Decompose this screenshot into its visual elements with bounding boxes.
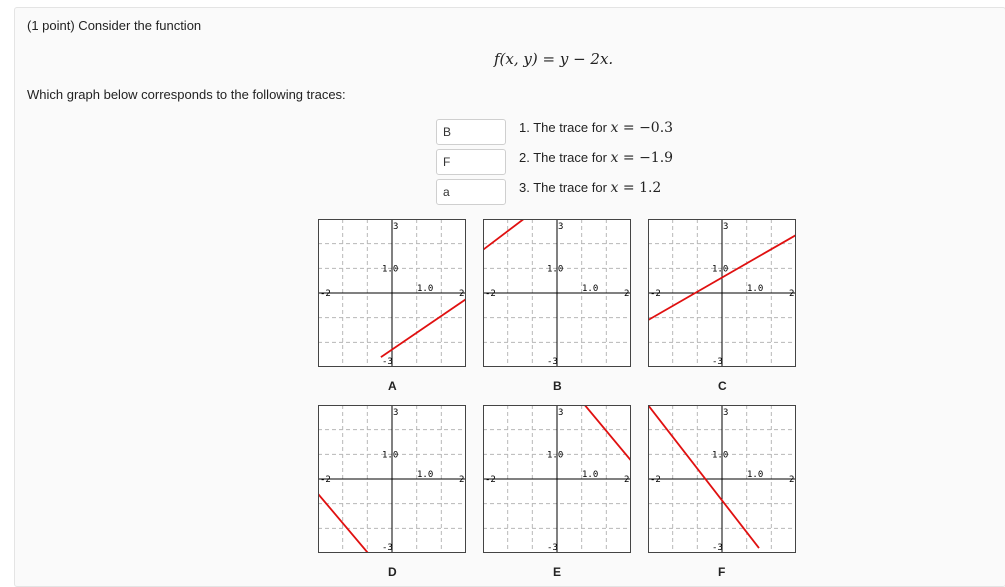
tick-label-x-left: -2 — [650, 475, 661, 485]
trace-value: 1.2 — [639, 180, 662, 196]
tick-label-y-top: 3 — [393, 408, 399, 418]
tick-label-y-mid: 1.0 — [712, 264, 729, 275]
function-rhs: y − 2x. — [559, 50, 614, 68]
tick-label-x-left: -2 — [485, 289, 496, 299]
tick-label-y-top: 3 — [558, 408, 564, 418]
tick-label-y-top: 3 — [723, 408, 729, 418]
tick-label-y-bottom: -3 — [712, 543, 723, 553]
tick-label-x-mid: 1.0 — [582, 284, 599, 294]
graph-label-c: C — [718, 379, 727, 393]
trace-line — [585, 405, 631, 461]
tick-label-x-right: 2 — [624, 289, 630, 299]
graph-label-a: A — [388, 379, 397, 393]
graph-plot — [318, 219, 466, 367]
tick-label-y-mid: 1.0 — [382, 450, 399, 461]
tick-label-y-bottom: -3 — [547, 357, 558, 367]
tick-label-y-bottom: -3 — [382, 357, 393, 367]
tick-label-x-left: -2 — [320, 475, 331, 485]
tick-label-y-mid: 1.0 — [547, 450, 564, 461]
tick-label-x-left: -2 — [320, 289, 331, 299]
trace-prefix: 3. The trace for — [519, 180, 611, 195]
tick-label-x-mid: 1.0 — [747, 470, 764, 480]
tick-label-y-mid: 1.0 — [712, 450, 729, 461]
function-lhs: f(x, y) — [494, 50, 538, 68]
tick-label-x-left: -2 — [650, 289, 661, 299]
trace-eq: = — [618, 180, 640, 196]
graph-option-b — [483, 219, 631, 367]
graph-label-f: F — [718, 565, 726, 579]
tick-label-x-right: 2 — [459, 475, 465, 485]
trace-value: −0.3 — [639, 120, 674, 136]
tick-label-x-mid: 1.0 — [747, 284, 764, 294]
tick-label-y-bottom: -3 — [382, 543, 393, 553]
graph-plot — [648, 405, 796, 553]
graph-option-a — [318, 219, 466, 367]
tick-label-x-right: 2 — [789, 289, 795, 299]
tick-label-x-right: 2 — [459, 289, 465, 299]
problem-intro: (1 point) Consider the function — [27, 18, 202, 33]
tick-label-x-mid: 1.0 — [417, 284, 434, 294]
graph-label-d: D — [388, 565, 397, 579]
trace-item-2 — [519, 150, 673, 166]
tick-label-x-left: -2 — [485, 475, 496, 485]
graph-label-e: E — [553, 565, 562, 579]
graph-label-b: B — [553, 379, 562, 393]
graph-option-c — [648, 219, 796, 367]
trace-eq: = — [618, 120, 640, 136]
trace-value: −1.9 — [639, 150, 674, 166]
trace-var: x — [610, 120, 619, 136]
tick-label-y-bottom: -3 — [712, 357, 723, 367]
tick-label-x-mid: 1.0 — [417, 470, 434, 480]
tick-label-y-mid: 1.0 — [382, 264, 399, 275]
graph-plot — [483, 405, 631, 553]
answer-input-1[interactable] — [436, 119, 506, 145]
graph-option-e — [483, 405, 631, 553]
tick-label-y-top: 3 — [723, 222, 729, 232]
graph-plot — [483, 219, 631, 367]
graph-option-f — [648, 405, 796, 553]
function-equals: = — [537, 50, 560, 68]
trace-line — [648, 405, 759, 548]
trace-item-1 — [519, 120, 673, 136]
graph-plot — [318, 405, 466, 553]
trace-var: x — [610, 150, 619, 166]
answer-input-3[interactable] — [436, 179, 506, 205]
trace-line — [483, 219, 524, 250]
trace-prefix: 1. The trace for — [519, 120, 611, 135]
trace-item-3 — [519, 180, 661, 196]
function-formula — [494, 50, 613, 68]
graph-option-d — [318, 405, 466, 553]
tick-label-y-bottom: -3 — [547, 543, 558, 553]
trace-prefix: 2. The trace for — [519, 150, 611, 165]
trace-line — [381, 299, 466, 357]
tick-label-x-right: 2 — [624, 475, 630, 485]
trace-line — [318, 494, 368, 553]
answer-input-2[interactable] — [436, 149, 506, 175]
trace-eq: = — [618, 150, 640, 166]
tick-label-y-top: 3 — [393, 222, 399, 232]
tick-label-y-top: 3 — [558, 222, 564, 232]
tick-label-x-right: 2 — [789, 475, 795, 485]
question-text: Which graph below corresponds to the following traces: — [27, 87, 346, 102]
tick-label-x-mid: 1.0 — [582, 470, 599, 480]
tick-label-y-mid: 1.0 — [547, 264, 564, 275]
graph-plot — [648, 219, 796, 367]
trace-var: x — [610, 180, 619, 196]
